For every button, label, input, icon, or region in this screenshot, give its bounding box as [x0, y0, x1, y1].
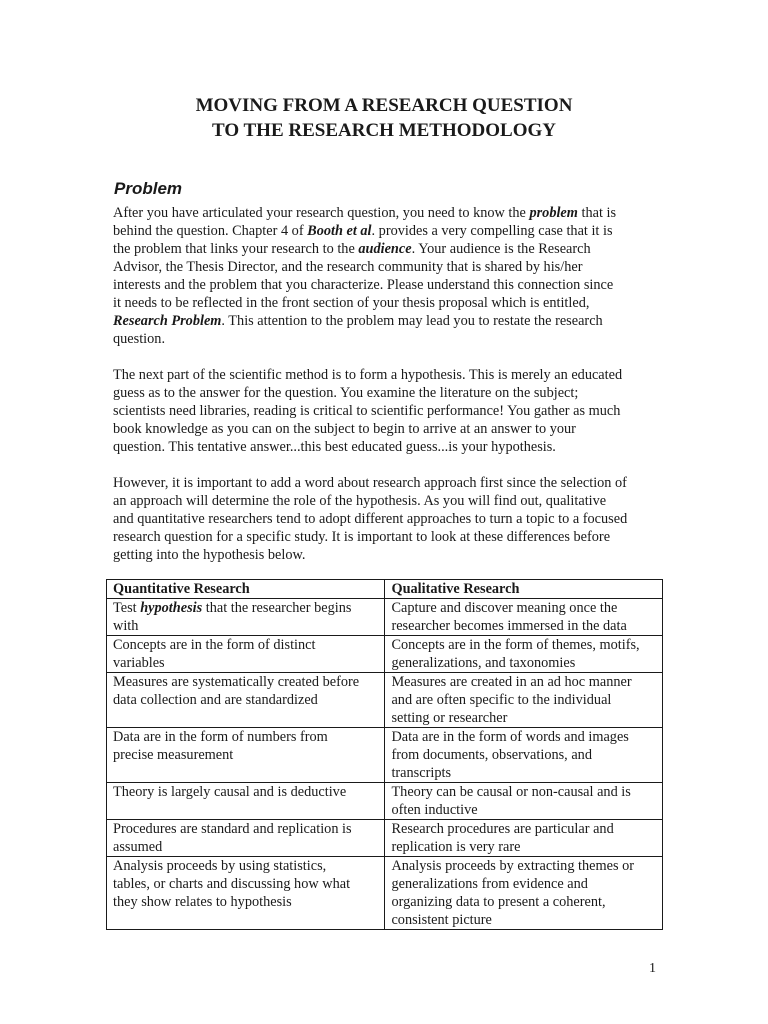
text-line: an approach will determine the role of the hypothesis. As you will find out, qualitative	[113, 493, 607, 509]
paragraph-approach	[113, 474, 658, 564]
text-line: question.	[113, 331, 166, 347]
section-heading-problem: Problem	[114, 179, 183, 198]
cell-quantitative	[107, 636, 385, 673]
cell-line: Concepts are in the form of themes, motifs,	[391, 637, 640, 653]
text-line: and quantitative researchers tend to adopt different approaches to turn a topic to a focused	[113, 511, 628, 527]
cell-line: variables	[113, 655, 165, 671]
table-row	[107, 820, 663, 857]
text-line	[113, 240, 658, 258]
text-line: book knowledge as you can on the subject to begin to arrive at an answer to your	[113, 421, 576, 437]
header-qualitative: Qualitative Research	[385, 580, 663, 599]
cell-line: Capture and discover meaning once the	[391, 600, 618, 616]
cell-line: Measures are systematically created before	[113, 674, 360, 690]
emphasis-audience: audience	[358, 241, 412, 257]
cell-line: consistent picture	[391, 912, 492, 928]
cell-line: Theory is largely causal and is deductive	[113, 784, 347, 800]
text-line: it needs to be reflected in the front section of your thesis proposal which is entitled,	[113, 295, 590, 311]
header-quantitative: Quantitative Research	[107, 580, 385, 599]
table-row	[107, 636, 663, 673]
text-run: . provides a very compelling case that it is	[371, 223, 613, 239]
emphasis-problem: problem	[529, 205, 578, 221]
text-line: question. This tentative answer...this best educated guess...is your hypothesis.	[113, 439, 556, 455]
cell-line: setting or researcher	[391, 710, 508, 726]
title-line-1: MOVING FROM A RESEARCH QUESTION	[195, 95, 573, 116]
text-line: Advisor, the Thesis Director, and the research community that is shared by his/her	[113, 259, 583, 275]
cell-line: data collection and are standardized	[113, 692, 318, 708]
text-run: . Your audience is the Research	[411, 241, 591, 257]
cell-line: often inductive	[391, 802, 478, 818]
cell-qualitative	[385, 783, 663, 820]
table-header-row	[107, 580, 663, 599]
cell-qualitative	[385, 728, 663, 783]
text-line: research question for a specific study. It is important to look at these differences before	[113, 529, 611, 545]
cell-line: with	[113, 618, 139, 634]
text-run: . This attention to the problem may lead you to restate the research	[221, 313, 603, 329]
cell-qualitative	[385, 673, 663, 728]
cell-line: from documents, observations, and	[391, 747, 592, 763]
text-line	[113, 312, 658, 330]
table-row	[107, 599, 663, 636]
text-line	[113, 222, 658, 240]
cell-line: Analysis proceeds by extracting themes or	[391, 858, 635, 874]
cell-line: Research procedures are particular and	[391, 821, 614, 837]
cell-line: Data are in the form of numbers from	[113, 729, 328, 745]
cell-line: and are often specific to the individual	[391, 692, 612, 708]
cell-quantitative	[107, 728, 385, 783]
emphasis-hypothesis: hypothesis	[140, 600, 203, 616]
text-line: getting into the hypothesis below.	[113, 547, 306, 563]
text-run: the problem that links your research to the	[113, 241, 359, 257]
cell-line: Data are in the form of words and images	[391, 729, 629, 745]
text-line: However, it is important to add a word about research approach first since the selection of	[113, 475, 627, 491]
text-run: Test	[113, 600, 141, 616]
cell-quantitative	[107, 673, 385, 728]
page-title	[0, 93, 768, 143]
cell-quantitative	[107, 857, 385, 930]
paragraph-problem	[113, 204, 658, 348]
cell-quantitative	[107, 820, 385, 857]
cell-line: Measures are created in an ad hoc manner	[391, 674, 632, 690]
cell-line	[113, 599, 379, 617]
cell-line: transcripts	[391, 765, 452, 781]
cell-line: precise measurement	[113, 747, 234, 763]
text-run: behind the question. Chapter 4 of	[113, 223, 308, 239]
cell-line: organizing data to present a coherent,	[391, 894, 606, 910]
text-line	[113, 204, 658, 222]
emphasis-booth: Booth et al	[307, 223, 372, 239]
text-line: interests and the problem that you characterize. Please understand this connection since	[113, 277, 614, 293]
page-number: 1	[649, 961, 656, 976]
cell-line: assumed	[113, 839, 163, 855]
cell-quantitative	[107, 783, 385, 820]
comparison-table	[106, 579, 663, 930]
cell-line: Theory can be causal or non-causal and is	[391, 784, 631, 800]
cell-line: Procedures are standard and replication is	[113, 821, 352, 837]
cell-qualitative	[385, 857, 663, 930]
cell-qualitative	[385, 820, 663, 857]
text-run: that is	[577, 205, 617, 221]
text-run: After you have articulated your research question, you need to know the	[113, 205, 530, 221]
cell-line: generalizations, and taxonomies	[391, 655, 576, 671]
table-row	[107, 857, 663, 930]
cell-line: replication is very rare	[391, 839, 521, 855]
text-run: that the researcher begins	[202, 600, 352, 616]
cell-line: generalizations from evidence and	[391, 876, 588, 892]
cell-line: they show relates to hypothesis	[113, 894, 292, 910]
table-row	[107, 728, 663, 783]
cell-qualitative	[385, 636, 663, 673]
paragraph-hypothesis	[113, 366, 658, 456]
cell-quantitative	[107, 599, 385, 636]
text-line: The next part of the scientific method is to form a hypothesis. This is merely an educated	[113, 367, 623, 383]
title-line-2: TO THE RESEARCH METHODOLOGY	[211, 120, 556, 141]
cell-qualitative	[385, 599, 663, 636]
text-line: guess as to the answer for the question. You examine the literature on the subject;	[113, 385, 579, 401]
emphasis-research-problem: Research Problem	[113, 313, 222, 329]
table-row	[107, 673, 663, 728]
cell-line: researcher becomes immersed in the data	[391, 618, 627, 634]
text-line: scientists need libraries, reading is critical to scientific performance! You gather as much	[113, 403, 621, 419]
cell-line: Analysis proceeds by using statistics,	[113, 858, 327, 874]
cell-line: Concepts are in the form of distinct	[113, 637, 316, 653]
document-body	[113, 204, 658, 582]
cell-line: tables, or charts and discussing how what	[113, 876, 351, 892]
table-row	[107, 783, 663, 820]
